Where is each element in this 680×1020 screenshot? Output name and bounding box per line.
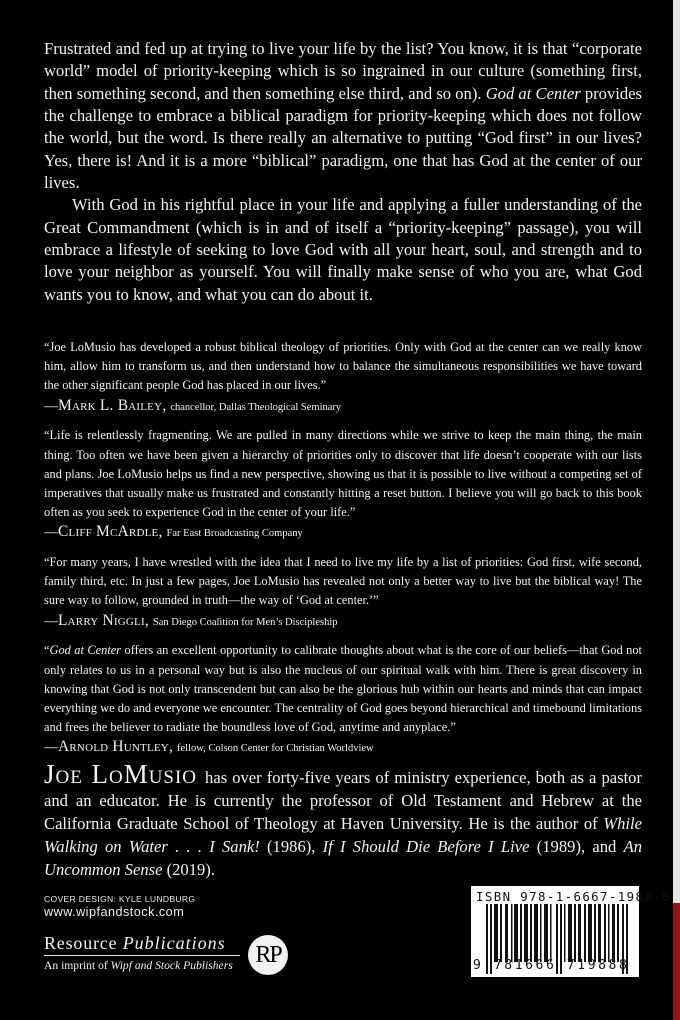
em-dash: — bbox=[44, 525, 58, 541]
endorsements bbox=[44, 338, 642, 768]
bio-text: has over forty-five years of ministry experience, both as a pastor and an educator. He is currently the professor of Old Testament and Hebrew at the California Graduate School of Theology at Haven University. He is the author of bbox=[44, 768, 642, 833]
book-title-italic: An Uncommon Sense bbox=[44, 837, 642, 879]
em-dash: — bbox=[44, 740, 58, 756]
blurb-text: provides the challenge to embrace a biblical paradigm for priority-keeping which does not follow the world, but the word. Is there really an alternative to putting “God first” in our lives? Yes, there is! And it is a more “biblical” paradigm, one that has God at the center of our lives. bbox=[44, 83, 642, 193]
endorser-name: Mark L. Bailey, bbox=[58, 396, 167, 414]
bio-text: (1986), bbox=[259, 837, 323, 856]
bio-text: (1989), and bbox=[529, 837, 624, 856]
cover-design-credit: COVER DESIGN: KYLE LUNDBURG bbox=[44, 894, 196, 904]
author-bio bbox=[44, 759, 642, 881]
endorsement-attribution bbox=[44, 611, 642, 632]
endorsement bbox=[44, 553, 642, 632]
book-title-italic: God at Center bbox=[485, 83, 581, 103]
bio-text: (2019). bbox=[162, 860, 215, 879]
endorser-name: Arnold Huntley, bbox=[58, 738, 174, 756]
endorser-affiliation: fellow, Colson Center for Christian Worldview bbox=[177, 743, 374, 755]
endorsement-text bbox=[44, 641, 642, 737]
endorsement-text: “Joe LoMusio has developed a robust biblical theology of priorities. Only with God at the center can we really know him, allow him to transform us, and then understand how to balance the simultaneous responsibilities we have toward the other significant people God has placed in our lives.” bbox=[44, 340, 642, 393]
endorsement-attribution bbox=[44, 737, 642, 758]
endorser-affiliation: Far East Broadcasting Company bbox=[166, 528, 303, 540]
credits bbox=[44, 894, 195, 919]
endorser-affiliation: San Diego Coalition for Men’s Discipleship bbox=[152, 616, 338, 628]
endorsement-attribution bbox=[44, 522, 642, 543]
blurb-paragraph-1 bbox=[44, 38, 642, 194]
publisher-name bbox=[44, 933, 240, 956]
imprint-line bbox=[44, 959, 240, 972]
spine-edge-strip bbox=[673, 0, 680, 1020]
publisher-name-italic: Publications bbox=[122, 933, 226, 953]
publisher-imprint bbox=[44, 933, 240, 972]
isbn-label: ISBN 978-1-6667-1988-8 bbox=[476, 889, 671, 904]
rp-logo-icon: RP bbox=[248, 935, 288, 975]
endorser-affiliation: chancellor, Dallas Theological Seminary bbox=[170, 401, 342, 413]
book-title-italic: If I Should Die Before I Live bbox=[322, 837, 530, 856]
book-title-italic: God at Center bbox=[49, 643, 122, 658]
em-dash: — bbox=[44, 398, 58, 414]
endorsement-attribution bbox=[44, 396, 642, 417]
spine-red-band bbox=[673, 903, 680, 1020]
book-blurb bbox=[44, 38, 642, 306]
book-title-italic: While Walking on Water . . . I Sank! bbox=[44, 814, 642, 856]
blurb-paragraph-2: With God in his rightful place in your life and applying a fuller understanding of the Great Commandment (which is in and of itself a “priority-keeping” passage), you will embrace a lifestyle of seeking to love God with all your heart, soul, and strength and to love your neighbor as yourself. You will finally make sense of who you are, what God wants you to know, and what you can do about it. bbox=[44, 195, 642, 304]
endorsement bbox=[44, 426, 642, 543]
publisher-website: www.wipfandstock.com bbox=[44, 905, 185, 919]
endorser-name: Larry Niggli, bbox=[58, 611, 149, 629]
imprint-text: An imprint of bbox=[44, 959, 111, 972]
parent-publisher: Wipf and Stock Publishers bbox=[110, 959, 233, 972]
ean-digits: 9 781666 719888 bbox=[473, 958, 630, 973]
endorsement-body: offers an excellent opportunity to calibrate thoughts about what is the core of our beliefs—that God not only relates to us in a personal way but is also the nucleus of our spiritual walk with him. There is great discovery in knowing that God is not only transcendent but can also be the glorious hub within our hearts and minds that can impact everything we do and everyone we encounter. The centrality of God goes beyond hierarchical and timebound limitations and frees the believer to radiate the boundless love of God, anytime and anyplace.” bbox=[44, 643, 642, 735]
isbn-barcode bbox=[471, 886, 671, 977]
author-name: Joe LoMusio bbox=[44, 759, 198, 789]
open-quote: “ bbox=[44, 643, 50, 658]
publisher-name-roman: Resource bbox=[44, 933, 123, 953]
endorser-name: Cliff McArdle, bbox=[58, 523, 163, 541]
endorsement-text: “For many years, I have wrestled with the idea that I need to live my life by a list of priorities: God first, wife second, family third, etc. In just a few pages, Joe LoMusio has revealed not only a better way to live but the biblical way! The sure way to follow, grounded in truth—the way of ‘God at center.’” bbox=[44, 555, 642, 608]
endorsement bbox=[44, 641, 642, 758]
em-dash: — bbox=[44, 613, 58, 629]
blurb-text: Frustrated and fed up at trying to live your life by the list? You know, it is that “corporate world” model of priority-keeping which is so ingrained in our culture (something first, then something second, and then something else third, and so on). bbox=[44, 39, 642, 103]
bio-paragraph bbox=[44, 759, 642, 881]
endorsement-text: “Life is relentlessly fragmenting. We are pulled in many directions while we strive to keep the main thing, the main thing. Too often we have been given a hierarchy of priorities only to discover that life doesn’t cooperate with our lists and plans. Joe LoMusio helps us find a new perspective, showing us that it is possible to live without a competing set of imperatives that usually make us frustrated and constantly hitting a reset button. I believe you will go back to this book often as you seek to experience God in the center of your life.” bbox=[44, 428, 642, 520]
endorsement bbox=[44, 338, 642, 417]
